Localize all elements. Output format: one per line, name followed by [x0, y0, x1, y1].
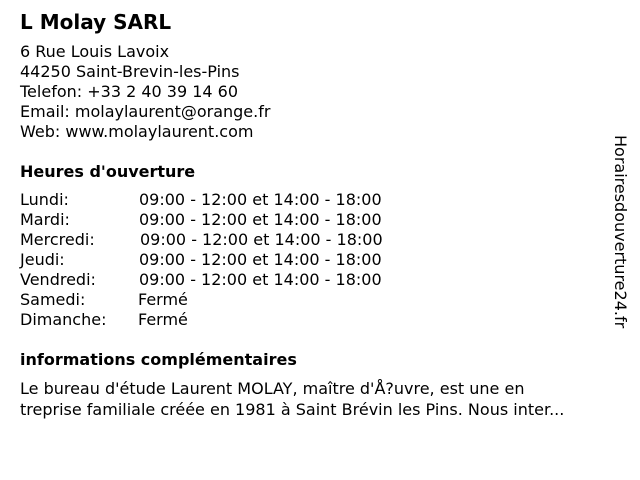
- time-value: Fermé: [138, 310, 188, 329]
- company-name: L Molay SARL: [20, 10, 172, 34]
- time-value: 09:00 - 12:00 et 14:00 - 18:00: [140, 230, 383, 249]
- time-value: 09:00 - 12:00 et 14:00 - 18:00: [139, 250, 382, 269]
- hours-table: [20, 190, 610, 330]
- hours-row-thursday: [20, 250, 610, 270]
- hours-row-monday: [20, 190, 610, 210]
- day-label: Lundi:: [20, 190, 69, 209]
- day-label: Samedi:: [20, 290, 86, 309]
- day-label: Dimanche:: [20, 310, 107, 329]
- hours-row-saturday: [20, 290, 610, 310]
- info-heading: informations complémentaires: [20, 350, 297, 369]
- hours-heading: Heures d'ouverture: [20, 162, 196, 181]
- watermark-text: Horairesdouverture24.fr: [611, 135, 630, 329]
- website-address: Web: www.molaylaurent.com: [20, 122, 254, 141]
- day-label: Jeudi:: [20, 250, 65, 269]
- hours-row-friday: [20, 270, 610, 290]
- city-address: 44250 Saint-Brevin-les-Pins: [20, 62, 240, 81]
- info-line-2: treprise familiale créée en 1981 à Saint Brévin les Pins. Nous inter...: [20, 400, 565, 419]
- time-value: Fermé: [138, 290, 188, 309]
- business-card: [20, 8, 610, 420]
- hours-row-sunday: [20, 310, 610, 330]
- phone-number: Telefon: +33 2 40 39 14 60: [20, 82, 239, 101]
- info-line-1: Le bureau d'étude Laurent MOLAY, maître d'Å?uvre, est une en: [20, 379, 525, 398]
- hours-row-tuesday: [20, 210, 610, 230]
- hours-row-wednesday: [20, 230, 610, 250]
- day-label: Mardi:: [20, 210, 70, 229]
- email-address: Email: molaylaurent@orange.fr: [20, 102, 271, 121]
- day-label: Vendredi:: [20, 270, 96, 289]
- time-value: 09:00 - 12:00 et 14:00 - 18:00: [139, 270, 382, 289]
- street-address: 6 Rue Louis Lavoix: [20, 42, 170, 61]
- time-value: 09:00 - 12:00 et 14:00 - 18:00: [139, 190, 382, 209]
- time-value: 09:00 - 12:00 et 14:00 - 18:00: [139, 210, 382, 229]
- day-label: Mercredi:: [20, 230, 95, 249]
